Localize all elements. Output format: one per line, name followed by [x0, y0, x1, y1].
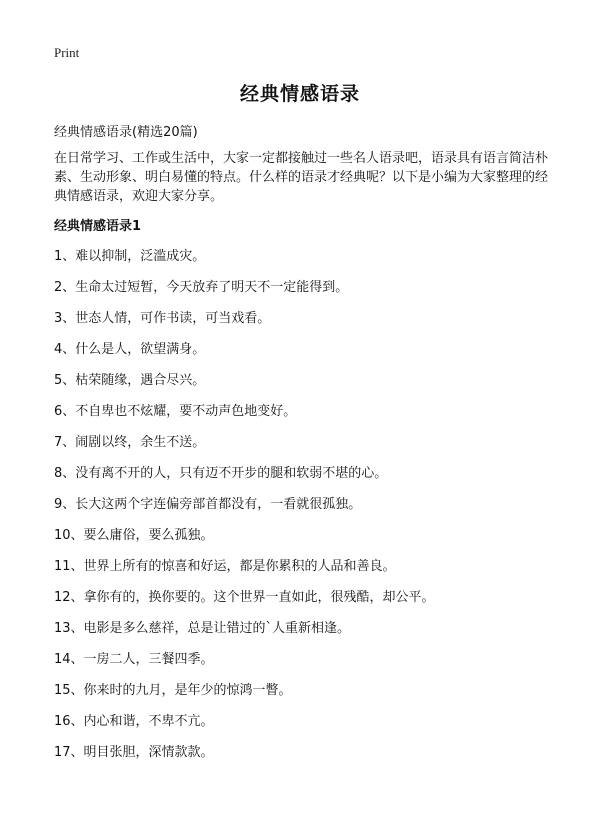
quote-item: 1、难以抑制，泛滥成灾。 [54, 249, 206, 264]
document-subtitle: 经典情感语录(精选20篇) [54, 125, 198, 140]
quote-item: 9、长大这两个字连偏旁部首都没有，一看就很孤独。 [54, 497, 362, 512]
quote-item: 4、什么是人，欲望满身。 [54, 342, 206, 357]
quote-list [54, 249, 574, 776]
quote-item: 13、电影是多么慈祥，总是让错过的`人重新相逢。 [54, 621, 351, 636]
quote-item: 12、拿你有的，换你要的。这个世界一直如此，很残酷，却公平。 [54, 590, 435, 605]
quote-item: 16、内心和谐，不卑不亢。 [54, 714, 214, 729]
page-title: 经典情感语录 [239, 83, 360, 105]
quote-item: 2、生命太过短暂，今天放弃了明天不一定能得到。 [54, 280, 349, 295]
intro-paragraph: 在日常学习、工作或生活中，大家一定都接触过一些名人语录吧，语录具有语言简洁朴素、生动形象、明白易懂的特点。什么样的语录才经典呢？以下是小编为大家整理的经典情感语录，欢迎大家分享。 [54, 151, 549, 204]
quote-item: 7、闹剧以终，余生不送。 [54, 435, 206, 450]
quote-item: 8、没有离不开的人，只有迈不开步的腿和软弱不堪的心。 [54, 466, 388, 481]
quote-item: 6、不自卑也不炫耀，要不动声色地变好。 [54, 404, 297, 419]
section-heading: 经典情感语录1 [54, 219, 142, 234]
quote-item: 10、要么庸俗，要么孤独。 [54, 528, 214, 543]
quote-item: 14、一房二人，三餐四季。 [54, 652, 214, 667]
quote-item: 15、你来时的九月，是年少的惊鸿一瞥。 [54, 683, 292, 698]
quote-item: 17、明目张胆，深情款款。 [54, 745, 214, 760]
print-link[interactable]: Print [54, 45, 80, 60]
quote-item: 3、世态人情，可作书读，可当戏看。 [54, 311, 271, 326]
quote-item: 5、枯荣随缘，遇合尽兴。 [54, 373, 206, 388]
quote-item: 11、世界上所有的惊喜和好运，都是你累积的人品和善良。 [54, 559, 396, 574]
